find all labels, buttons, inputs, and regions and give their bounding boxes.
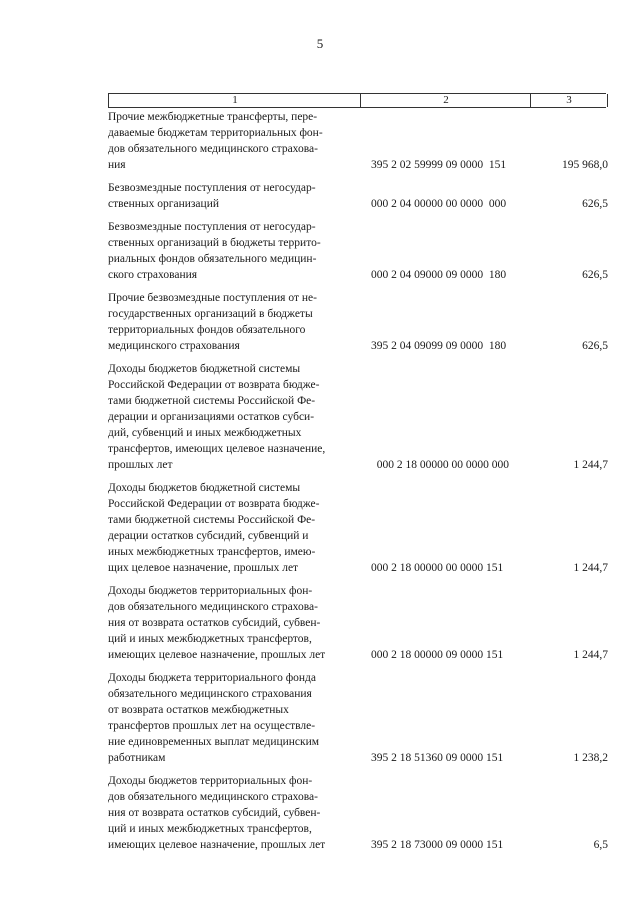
column-header-3: 3: [530, 94, 608, 107]
row-name: Прочие межбюджетные трансферты, пере- даваемые бюджетам территориальных фон- дов обязательного медицинского страхова- ния: [108, 111, 323, 171]
row-name: Безвозмездные поступления от негосудар- ственных организаций в бюджеты террито- риальных фондов обязательного медицин- ского страхования: [108, 221, 321, 281]
row-amount: 626,5: [582, 269, 609, 281]
table-row: [108, 670, 608, 766]
row-name: Прочие безвозмездные поступления от не- государственных организаций в бюджеты территориальных фондов обязательного медицинского страхования: [108, 292, 317, 352]
table-row: [108, 361, 608, 473]
row-amount: 1 244,7: [573, 649, 609, 661]
page-number: 5: [316, 36, 324, 51]
row-amount: 1 244,7: [573, 459, 609, 471]
row-code: 000 2 04 00000 00 0000 000: [370, 198, 507, 210]
row-amount: 6,5: [593, 839, 609, 851]
row-amount: 1 244,7: [573, 562, 609, 574]
table-row: [108, 109, 608, 173]
row-name: Доходы бюджета территориального фонда обязательного медицинского страхования от возврата остатков межбюджетных трансфертов прошлых лет на осуществле- ние единовременных выплат медицинским работникам: [108, 672, 320, 764]
row-code: 395 2 18 51360 09 0000 151: [370, 752, 504, 764]
row-amount: 1 238,2: [573, 752, 609, 764]
table-row: [108, 773, 608, 853]
row-amount: 195 968,0: [562, 159, 609, 171]
row-name: Доходы бюджетов бюджетной системы Российской Федерации от возврата бюдже- тами бюджетной системы Российской Фе- дерации остатков субсидий, субвенций и иных межбюджетных трансфертов, имею- щих целевое назначение, прошлых лет: [108, 482, 320, 574]
table-row: [108, 180, 608, 212]
column-header-2: 2: [360, 94, 531, 107]
table-row: [108, 219, 608, 283]
row-code: 000 2 18 00000 09 0000 151: [370, 649, 504, 661]
table-header: [108, 93, 606, 108]
row-code: 000 2 04 09000 09 0000 180: [370, 269, 507, 281]
row-code: 395 2 18 73000 09 0000 151: [370, 839, 504, 851]
table-row: [108, 480, 608, 576]
row-amount: 626,5: [582, 198, 609, 210]
row-name: Безвозмездные поступления от негосудар- ственных организаций: [108, 182, 316, 210]
row-amount: 626,5: [582, 340, 609, 352]
row-code: 000 2 18 00000 00 0000 151: [370, 562, 504, 574]
table-row: [108, 290, 608, 354]
row-name: Доходы бюджетов бюджетной системы Российской Федерации от возврата бюдже- тами бюджетной системы Российской Фе- дерации и организациями остатков субси- дий, субвенций и иных межбюджетных трансфертов, имеющих целевое назначение, прошлых лет: [108, 363, 326, 471]
row-name: Доходы бюджетов территориальных фон- дов обязательного медицинского страхова- ния от возврата остатков субсидий, субвен- ций и иных межбюджетных трансфертов, имеющих целевое назначение, прошлых лет: [108, 585, 326, 661]
table-body: [108, 109, 608, 860]
row-code: 395 2 02 59999 09 0000 151: [370, 159, 507, 171]
row-code: 000 2 18 00000 00 0000 000: [370, 459, 509, 471]
column-header-1: 1: [108, 94, 361, 107]
row-name: Доходы бюджетов территориальных фон- дов обязательного медицинского страхова- ния от возврата остатков субсидий, субвен- ций и иных межбюджетных трансфертов, имеющих целевое назначение, прошлых лет: [108, 775, 326, 851]
row-code: 395 2 04 09099 09 0000 180: [370, 340, 507, 352]
table-row: [108, 583, 608, 663]
